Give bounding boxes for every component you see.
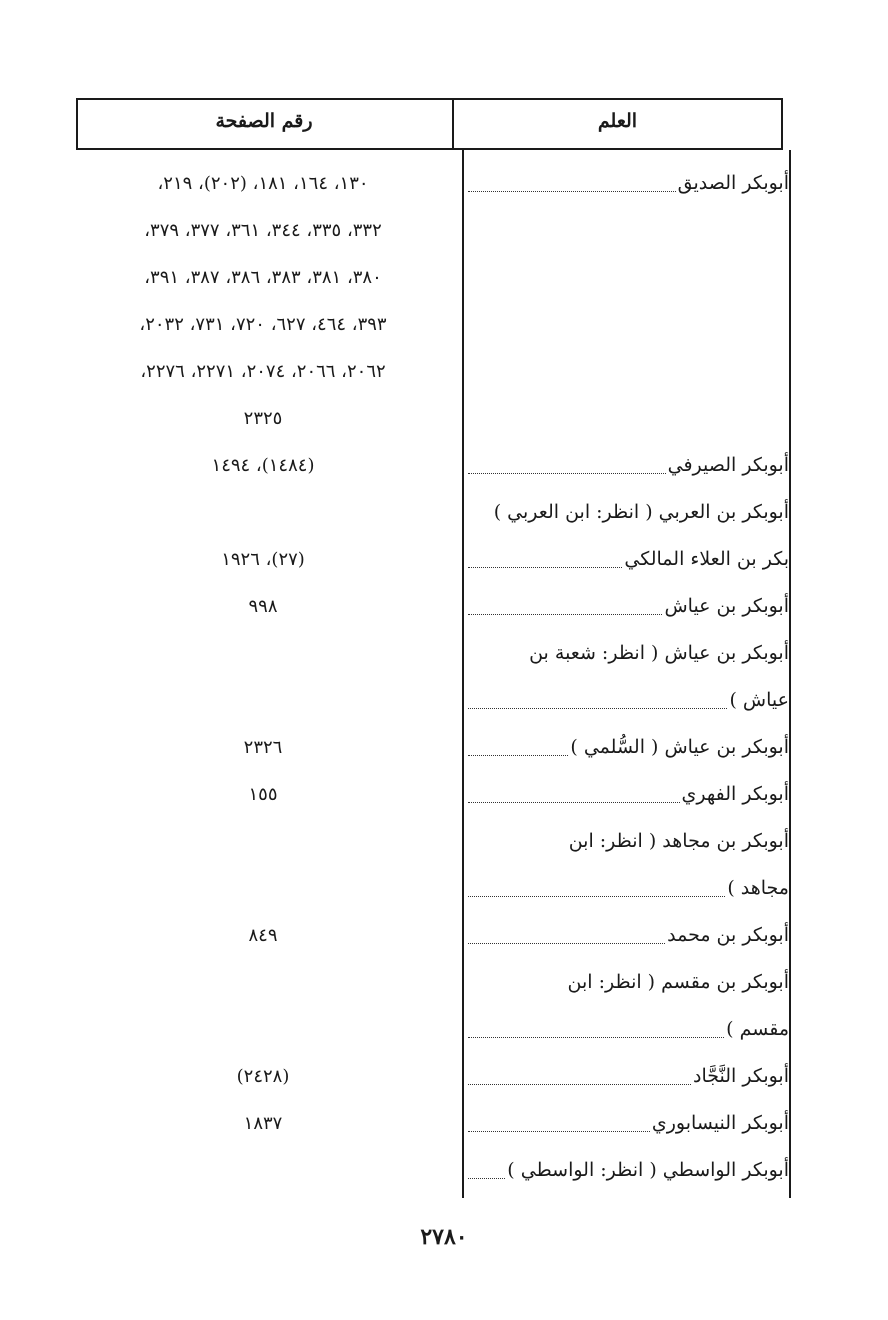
leader-dots <box>468 943 665 944</box>
entry-pages: ٨٤٩ <box>248 924 278 946</box>
entry-name <box>464 865 789 911</box>
entry-name <box>464 959 789 1005</box>
entry-pages: ٢٣٢٥ <box>243 407 283 429</box>
header-pages-column: رقم الصفحة <box>215 110 313 132</box>
index-entry <box>76 818 789 864</box>
entry-pages: ١٥٥ <box>248 783 278 805</box>
entry-name-text: أبوبكر بن عياش <box>664 595 789 617</box>
entry-name <box>464 442 789 488</box>
table-right-border <box>781 98 783 150</box>
entry-name-text: أبوبكر النَّجَّاد <box>692 1065 789 1087</box>
entry-name <box>464 912 789 958</box>
entry-name-text: مجاهد ) <box>727 877 789 899</box>
entry-pages: (٢٧)، ١٩٢٦ <box>221 548 305 570</box>
index-entry <box>76 536 789 582</box>
leader-dots <box>468 191 676 192</box>
entry-name-text: أبوبكر بن محمد <box>667 924 789 946</box>
leader-dots <box>468 614 662 615</box>
entry-name-text: أبوبكر بن مجاهد ( انظر: ابن <box>568 830 789 852</box>
index-entry <box>76 771 789 817</box>
entry-pages: (١٤٨٤)، ١٤٩٤ <box>211 454 315 476</box>
entry-pages <box>76 1006 450 1052</box>
entry-name <box>464 1100 789 1146</box>
entry-name <box>464 301 789 347</box>
index-entry <box>76 583 789 629</box>
index-entry <box>76 395 783 441</box>
index-entry <box>76 1100 789 1146</box>
index-entry <box>76 1053 789 1099</box>
index-entry <box>76 160 789 206</box>
entry-name <box>464 818 789 864</box>
entry-name <box>464 395 789 441</box>
table-header-border <box>76 148 783 150</box>
entry-pages: ٢٣٢٦ <box>243 736 283 758</box>
entry-name-text: أبوبكر النيسابوري <box>651 1112 789 1134</box>
index-entry <box>76 489 789 535</box>
entry-name <box>464 1147 789 1193</box>
entry-name-text: أبوبكر الصيرفي <box>667 454 789 476</box>
entry-pages: ٩٩٨ <box>248 595 278 617</box>
entry-name-text: عياش ) <box>729 689 789 711</box>
entry-name <box>464 536 789 582</box>
entry-pages <box>76 818 450 864</box>
index-entry <box>76 865 789 911</box>
entry-pages: ٣٨٠، ٣٨١، ٣٨٣، ٣٨٦، ٣٨٧، ٣٩١، <box>144 266 382 288</box>
table-top-border <box>76 98 783 100</box>
entry-name-text: أبوبكر بن العربي ( انظر: ابن العربي ) <box>493 501 789 523</box>
entry-name-text: أبوبكر بن عياش ( السُّلمي ) <box>570 736 789 758</box>
entry-name-text: أبوبكر الواسطي ( انظر: الواسطي ) <box>507 1159 789 1181</box>
entry-name-text: مقسم ) <box>726 1018 789 1040</box>
header-name-column: العلم <box>597 110 638 132</box>
leader-dots <box>468 567 622 568</box>
entry-pages <box>76 959 450 1005</box>
index-entry <box>76 207 783 253</box>
page-number: ٢٧٨٠ <box>420 1224 468 1250</box>
entry-pages: ١٣٠، ١٦٤، ١٨١، (٢٠٢)، ٢١٩، <box>157 172 369 194</box>
entry-name <box>464 583 789 629</box>
entry-pages: ١٨٣٧ <box>243 1112 283 1134</box>
entry-pages <box>76 630 450 676</box>
entry-pages <box>76 865 450 911</box>
leader-dots <box>468 1084 691 1085</box>
index-entry <box>76 912 789 958</box>
index-entry <box>76 442 789 488</box>
index-entry <box>76 959 789 1005</box>
leader-dots <box>468 802 680 803</box>
entry-name-text: أبوبكر بن مقسم ( انظر: ابن <box>567 971 789 993</box>
index-entry <box>76 254 783 300</box>
entry-name <box>464 771 789 817</box>
index-entry <box>76 630 789 676</box>
entry-name <box>464 677 789 723</box>
leader-dots <box>468 708 727 709</box>
entry-pages: ٢٠٦٢، ٢٠٦٦، ٢٠٧٤، ٢٢٧١، ٢٢٧٦، <box>140 360 386 382</box>
entry-name <box>464 1053 789 1099</box>
index-entry <box>76 1006 789 1052</box>
entry-name <box>464 1006 789 1052</box>
entry-name-text: أبوبكر الصديق <box>677 172 789 194</box>
entry-name <box>464 630 789 676</box>
leader-dots <box>468 1178 505 1179</box>
index-table <box>76 98 789 1198</box>
index-entry <box>76 348 783 394</box>
leader-dots <box>468 896 725 897</box>
leader-dots <box>468 1037 724 1038</box>
index-entry <box>76 301 783 347</box>
entry-name <box>464 724 789 770</box>
entry-name <box>464 160 789 206</box>
entry-name <box>464 207 789 253</box>
entry-name-text: أبوبكر الفهري <box>681 783 789 805</box>
leader-dots <box>468 473 666 474</box>
entry-pages <box>76 1147 450 1193</box>
index-entry <box>76 677 789 723</box>
entry-name <box>464 348 789 394</box>
index-entry <box>76 1147 789 1193</box>
entry-pages: (٢٤٢٨) <box>236 1065 290 1087</box>
entry-pages: ٣٩٣، ٤٦٤، ٦٢٧، ٧٢٠، ٧٣١، ٢٠٣٢، <box>139 313 387 335</box>
entry-name-text: بكر بن العلاء المالكي <box>624 548 789 570</box>
entry-pages: ٣٣٢، ٣٣٥، ٣٤٤، ٣٦١، ٣٧٧، ٣٧٩، <box>144 219 382 241</box>
entry-name <box>464 254 789 300</box>
entry-name <box>464 489 789 535</box>
entry-pages <box>76 489 450 535</box>
entry-name-text: أبوبكر بن عياش ( انظر: شعبة بن <box>529 642 789 664</box>
leader-dots <box>468 755 568 756</box>
entry-pages <box>76 677 450 723</box>
index-entry <box>76 724 789 770</box>
leader-dots <box>468 1131 650 1132</box>
table-right-border-lower <box>789 150 791 1198</box>
